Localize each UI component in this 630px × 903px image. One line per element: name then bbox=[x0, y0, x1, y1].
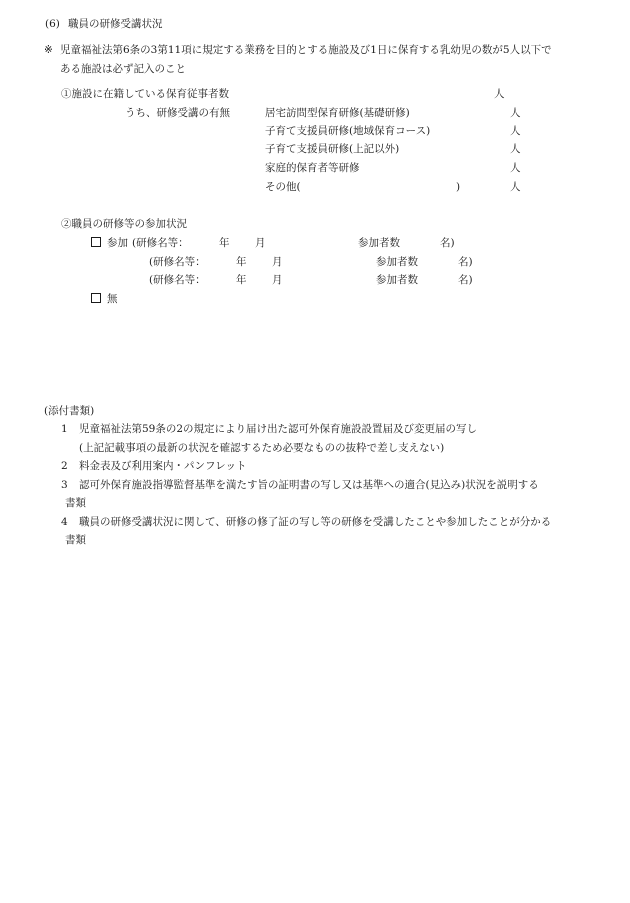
training-label: 子育て支援員研修(上記以外) bbox=[265, 143, 400, 155]
option-yes[interactable] bbox=[91, 236, 128, 250]
option-yes-label: 参加 bbox=[107, 237, 128, 249]
row-open: (研修名等： bbox=[149, 274, 206, 286]
option-no-label: 無 bbox=[107, 293, 118, 305]
checkbox-yes[interactable] bbox=[91, 237, 101, 247]
row-open: (研修名等： bbox=[149, 256, 206, 268]
section-number: (6) bbox=[45, 18, 60, 30]
row-month: 月 bbox=[255, 237, 266, 249]
training-unit: 人 bbox=[510, 125, 521, 137]
row-month: 月 bbox=[272, 274, 283, 286]
training-label: 家庭的保育者等研修 bbox=[265, 162, 360, 174]
attachment-num: 2 bbox=[61, 460, 68, 472]
training-close-paren: ) bbox=[456, 181, 461, 193]
attachment-line-2: 書類 bbox=[65, 497, 86, 509]
attachment-line-1: 認可外保育施設指導監督基準を満たす旨の証明書の写し又は基準への適合(見込み)状況を説明する bbox=[79, 479, 539, 491]
row-year: 年 bbox=[236, 256, 247, 268]
row-year: 年 bbox=[219, 237, 230, 249]
attachments-heading: (添付書類) bbox=[44, 405, 95, 417]
attachment-num: 3 bbox=[61, 479, 68, 491]
row-year: 年 bbox=[236, 274, 247, 286]
row-participants: 参加者数 bbox=[376, 256, 418, 268]
staff-heading: ①施設に在籍している保育従事者数 bbox=[61, 88, 229, 100]
training-label: その他( bbox=[265, 181, 301, 193]
attachment-num: 4 bbox=[61, 516, 68, 528]
section-title: 職員の研修受講状況 bbox=[68, 18, 163, 30]
training-unit: 人 bbox=[510, 143, 521, 155]
attachment-line-2: (上記記載事項の最新の状況を確認するため必要なものの抜粋で差し支えない) bbox=[79, 442, 445, 454]
attachment-line-1: 料金表及び利用案内・パンフレット bbox=[79, 460, 247, 472]
attachment-line-1: 児童福祉法第59条の2の規定により届け出た認可外保育施設設置届及び変更届の写し bbox=[79, 423, 478, 435]
row-unit: 名) bbox=[458, 256, 473, 268]
attachment-num: 1 bbox=[61, 423, 68, 435]
note-line-1: 児童福祉法第6条の3第11項に規定する業務を目的とする施設及び1日に保育する乳幼児の数が5人以下で bbox=[60, 44, 552, 56]
row-participants: 参加者数 bbox=[358, 237, 400, 249]
training-unit: 人 bbox=[510, 107, 521, 119]
staff-unit: 人 bbox=[494, 88, 505, 100]
participation-heading: ②職員の研修等の参加状況 bbox=[61, 218, 187, 230]
note-mark: ※ bbox=[44, 44, 53, 56]
row-month: 月 bbox=[272, 256, 283, 268]
checkbox-no[interactable] bbox=[91, 293, 101, 303]
training-label: 居宅訪問型保育研修(基礎研修) bbox=[265, 107, 410, 119]
training-unit: 人 bbox=[510, 162, 521, 174]
row-participants: 参加者数 bbox=[376, 274, 418, 286]
note-line-2: ある施設は必ず記入のこと bbox=[60, 63, 186, 75]
attachment-line-2: 書類 bbox=[65, 534, 86, 546]
training-unit: 人 bbox=[510, 181, 521, 193]
training-sub-label: うち、研修受講の有無 bbox=[125, 107, 230, 119]
row-open: (研修名等： bbox=[132, 237, 189, 249]
training-label: 子育て支援員研修(地域保育コース) bbox=[265, 125, 431, 137]
row-unit: 名) bbox=[458, 274, 473, 286]
option-no[interactable] bbox=[91, 292, 118, 306]
attachment-line-1: 職員の研修受講状況に関して、研修の修了証の写し等の研修を受講したことや参加したことが分かる bbox=[79, 516, 552, 528]
row-unit: 名) bbox=[440, 237, 455, 249]
